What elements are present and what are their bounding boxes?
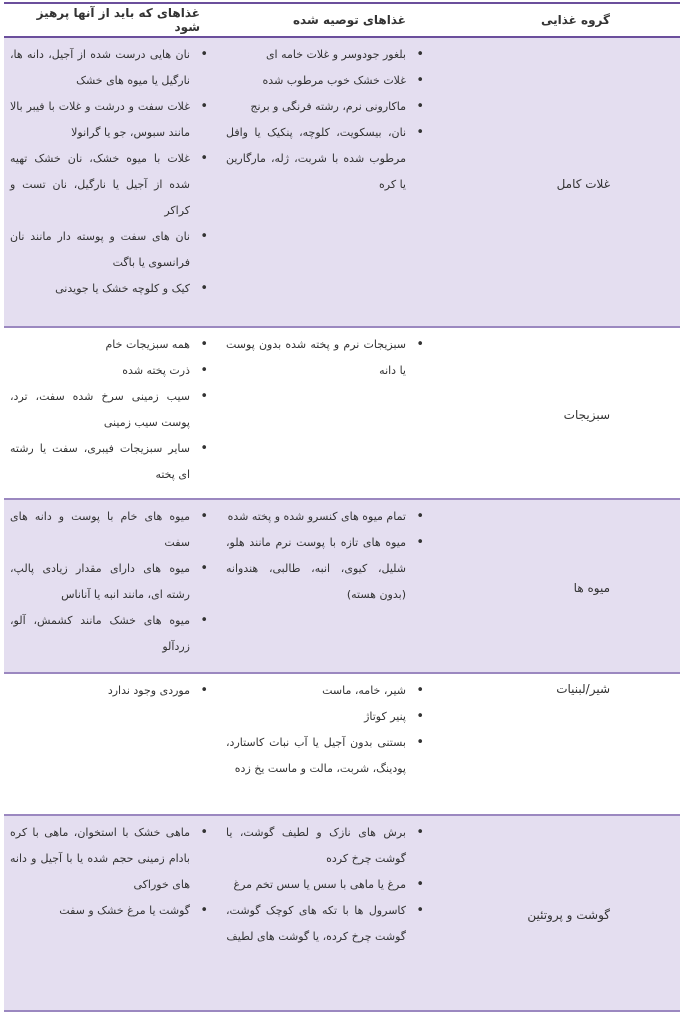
avoid-list xyxy=(4,332,220,488)
table-row-dairy xyxy=(4,673,680,815)
list-item: • سایر سبزیجات فیبری، سفت یا رشته ای پخته xyxy=(4,436,220,488)
avoid-list xyxy=(4,678,220,704)
list-item: • میوه های خام با پوست و دانه های سفت xyxy=(4,504,220,556)
header-food-group: گروه غذایی xyxy=(436,3,680,37)
list-item: • میوه های خشک مانند کشمش، آلو، زردآلو xyxy=(4,608,220,660)
list-item: • غلات با میوه خشک، نان خشک تهیه شده از آجیل یا نارگیل، نان تست و کراکر xyxy=(4,146,220,224)
list-item: • بلغور جودوسر و غلات خامه ای xyxy=(220,42,436,68)
food-group-cell: گوشت و پروتئین xyxy=(436,815,680,1011)
food-group-cell: میوه ها xyxy=(436,499,680,673)
list-item: • کیک و کلوچه خشک یا جویدنی xyxy=(4,276,220,302)
recommended-cell xyxy=(220,673,436,815)
list-item: • کاسرول ها با تکه های کوچک گوشت، گوشت چرخ کرده، یا گوشت های لطیف xyxy=(220,898,436,950)
list-item: • سیب زمینی سرخ شده سفت، ترد، پوست سیب زمینی xyxy=(4,384,220,436)
food-group-cell: غلات کامل xyxy=(436,37,680,327)
avoid-list xyxy=(4,820,220,924)
list-item: • همه سبزیجات خام xyxy=(4,332,220,358)
list-item: • نان، بیسکویت، کلوچه، پنکیک یا وافل مرطوب شده با شربت، ژله، مارگارین یا کره xyxy=(220,120,436,198)
food-group-cell: شیر/لبنیات xyxy=(436,673,680,815)
list-item: • موردی وجود ندارد xyxy=(4,678,220,704)
recommended-cell xyxy=(220,37,436,327)
list-item: • پنیر کوتاژ xyxy=(220,704,436,730)
list-item: • ماکارونی نرم، رشته فرنگی و برنج xyxy=(220,94,436,120)
recommended-list xyxy=(220,332,436,384)
table-row-vegetables xyxy=(4,327,680,499)
diet-table xyxy=(4,2,680,1012)
list-item: • نان های سفت و پوسته دار مانند نان فرانسوی یا باگت xyxy=(4,224,220,276)
food-group-cell: سبزیجات xyxy=(436,327,680,499)
header-row xyxy=(4,3,680,37)
avoid-list xyxy=(4,504,220,660)
avoid-list xyxy=(4,42,220,302)
recommended-list xyxy=(220,820,436,950)
table-row-meat-protein xyxy=(4,815,680,1011)
recommended-list xyxy=(220,504,436,608)
list-item: • برش های نازک و لطیف گوشت، یا گوشت چرخ کرده xyxy=(220,820,436,872)
list-item: • میوه های دارای مقدار زیادی پالپ، رشته ای، مانند انبه یا آناناس xyxy=(4,556,220,608)
list-item: • میوه های تازه با پوست نرم مانند هلو، شلیل، کیوی، انبه، طالبی، هندوانه (بدون هسته) xyxy=(220,530,436,608)
recommended-cell xyxy=(220,327,436,499)
list-item: • تمام میوه های کنسرو شده و پخته شده xyxy=(220,504,436,530)
avoid-cell xyxy=(4,327,220,499)
recommended-cell xyxy=(220,499,436,673)
recommended-list xyxy=(220,678,436,782)
list-item: • ذرت پخته شده xyxy=(4,358,220,384)
list-item: • شیر، خامه، ماست xyxy=(220,678,436,704)
list-item: • سبزیجات نرم و پخته شده بدون پوست یا دانه xyxy=(220,332,436,384)
table-row-whole-grains xyxy=(4,37,680,327)
header-recommended: غذاهای توصیه شده xyxy=(220,3,436,37)
list-item: • ماهی خشک با استخوان، ماهی با کره بادام زمینی حجم شده یا با آجیل و دانه های خوراکی xyxy=(4,820,220,898)
avoid-cell xyxy=(4,815,220,1011)
list-item: • مرغ یا ماهی با سس یا سس تخم مرغ xyxy=(220,872,436,898)
recommended-list xyxy=(220,42,436,198)
list-item: • نان هایی درست شده از آجیل، دانه ها، نارگیل یا میوه های خشک xyxy=(4,42,220,94)
avoid-cell xyxy=(4,673,220,815)
table-row-fruits xyxy=(4,499,680,673)
list-item: • گوشت یا مرغ خشک و سفت xyxy=(4,898,220,924)
list-item: • بستنی بدون آجیل یا آب نبات کاستارد، پودینگ، شربت، مالت و ماست یخ زده xyxy=(220,730,436,782)
recommended-cell xyxy=(220,815,436,1011)
list-item: • غلات سفت و درشت و غلات با فیبر بالا مانند سبوس، جو یا گرانولا xyxy=(4,94,220,146)
list-item: • غلات خشک خوب مرطوب شده xyxy=(220,68,436,94)
header-avoid: غذاهای که باید از آنها پرهیز شود xyxy=(4,3,220,37)
avoid-cell xyxy=(4,499,220,673)
avoid-cell xyxy=(4,37,220,327)
